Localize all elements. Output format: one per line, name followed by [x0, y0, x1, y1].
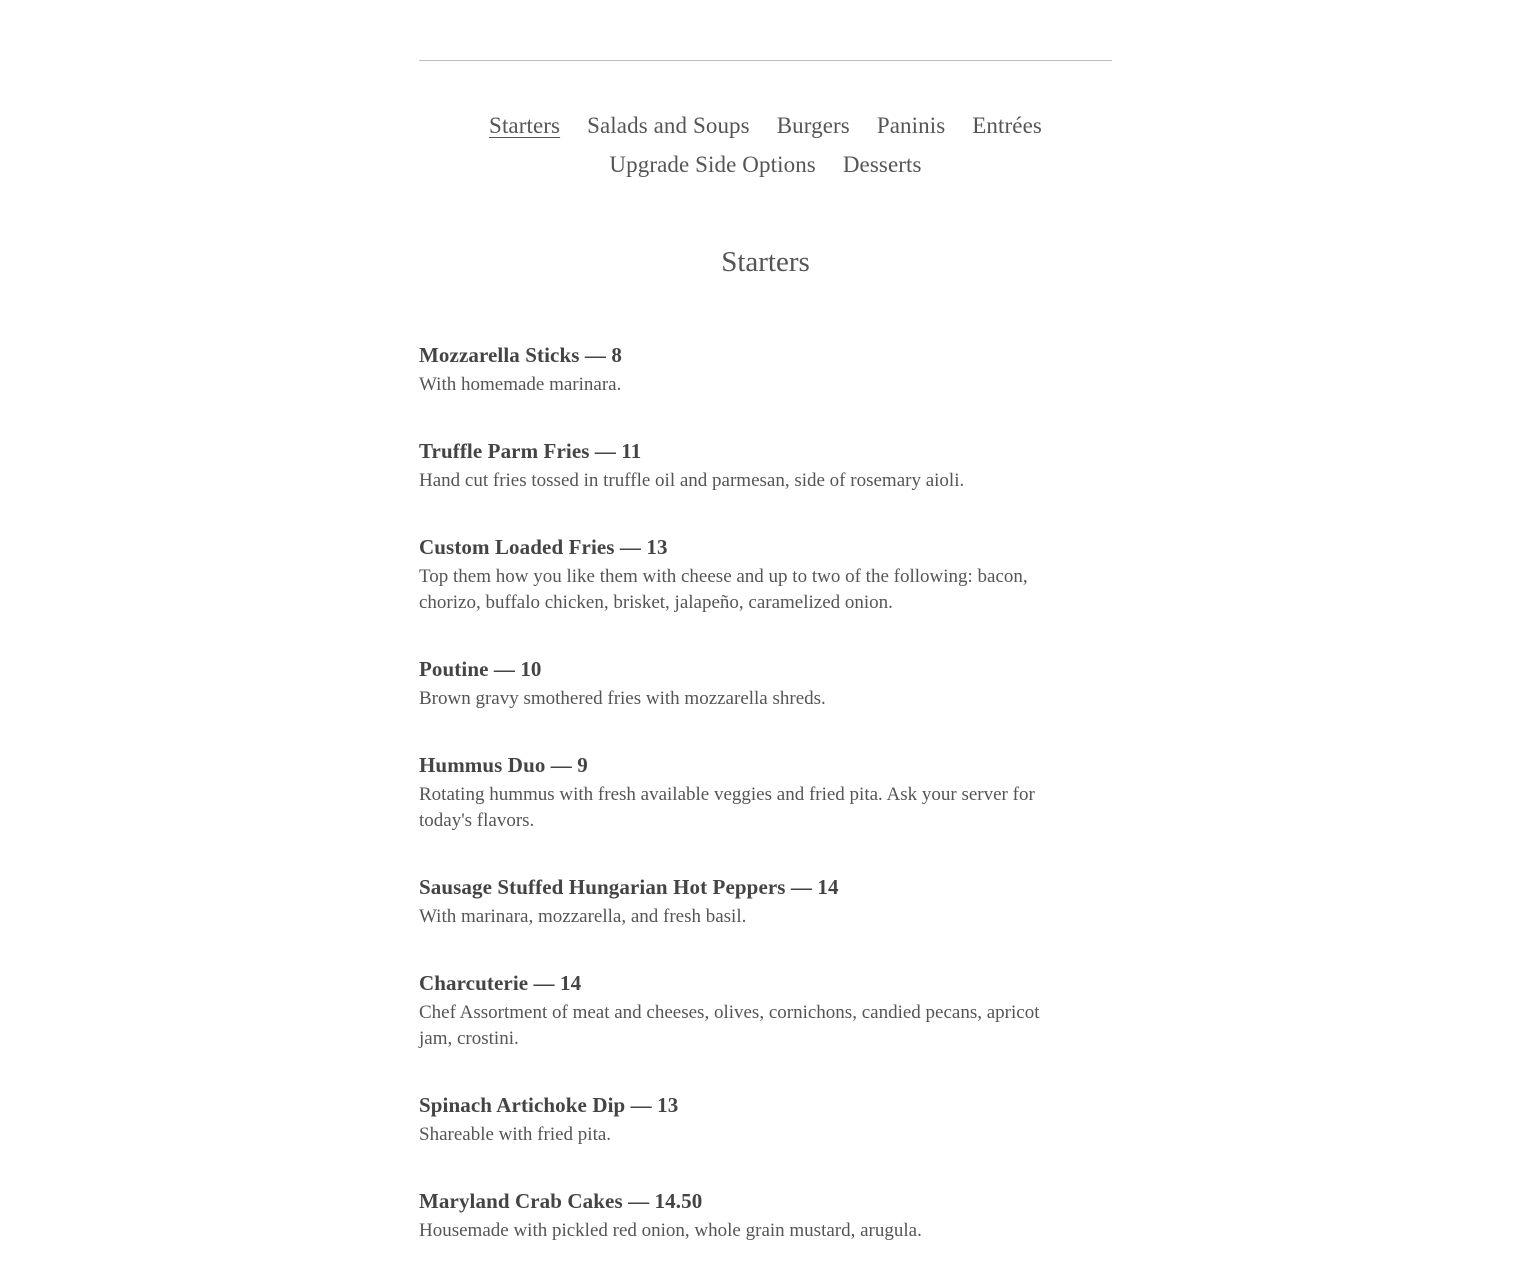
menu-item-description: Hand cut fries tossed in truffle oil and parmesan, side of rosemary aioli.: [419, 470, 965, 491]
menu-item-description: Top them how you like them with cheese and up to two of the following: bacon, chorizo, buffalo chicken, brisket, jalapeño, caramelized onion.: [419, 566, 1028, 613]
menu-item-name: Hummus Duo — 9: [419, 753, 588, 777]
menu-item-description: With homemade marinara.: [419, 374, 622, 395]
menu-item-name: Poutine — 10: [419, 657, 542, 681]
menu-item: [419, 873, 1059, 930]
menu-item-name: Charcuterie — 14: [419, 971, 582, 995]
menu-item: [419, 1091, 1059, 1148]
menu-item-description: Housemade with pickled red onion, whole grain mustard, arugula.: [419, 1220, 922, 1241]
nav-link-paninis[interactable]: Paninis: [876, 112, 946, 138]
nav-link-starters[interactable]: Starters: [489, 112, 561, 138]
nav-link-entrees[interactable]: Entrées: [972, 112, 1042, 138]
menu-item: [419, 1187, 1059, 1244]
menu-item: [419, 437, 1059, 494]
section-title: Starters: [721, 246, 810, 278]
menu-item-description: Rotating hummus with fresh available veggies and fried pita. Ask your server for today's flavors.: [419, 784, 1035, 831]
top-divider: [419, 60, 1112, 61]
menu-item-list: [419, 341, 1059, 1244]
menu-item: [419, 533, 1059, 616]
menu-item-name: Spinach Artichoke Dip — 13: [419, 1093, 679, 1117]
menu-item-name: Custom Loaded Fries — 13: [419, 535, 668, 559]
menu-category-nav: [419, 106, 1112, 184]
nav-row-1: [419, 106, 1112, 145]
menu-item-description: Brown gravy smothered fries with mozzarella shreds.: [419, 688, 826, 709]
menu-item-description: With marinara, mozzarella, and fresh basil.: [419, 906, 747, 927]
menu-item-description: Chef Assortment of meat and cheeses, olives, cornichons, candied pecans, apricot jam, crostini.: [419, 1002, 1040, 1049]
menu-item: [419, 751, 1059, 834]
menu-item-name: Sausage Stuffed Hungarian Hot Peppers — 14: [419, 875, 839, 899]
menu-item: [419, 655, 1059, 712]
menu-item: [419, 341, 1059, 398]
menu-item-description: Shareable with fried pita.: [419, 1124, 612, 1145]
nav-row-2: [419, 145, 1112, 184]
nav-link-desserts[interactable]: Desserts: [842, 151, 922, 177]
nav-link-upgrade-side-options[interactable]: Upgrade Side Options: [609, 151, 816, 177]
menu-item-name: Truffle Parm Fries — 11: [419, 439, 642, 463]
menu-item: [419, 969, 1059, 1052]
menu-item-name: Mozzarella Sticks — 8: [419, 343, 622, 367]
menu-item-name: Maryland Crab Cakes — 14.50: [419, 1189, 703, 1213]
nav-link-burgers[interactable]: Burgers: [776, 112, 850, 138]
nav-link-salads-and-soups[interactable]: Salads and Soups: [587, 112, 750, 138]
